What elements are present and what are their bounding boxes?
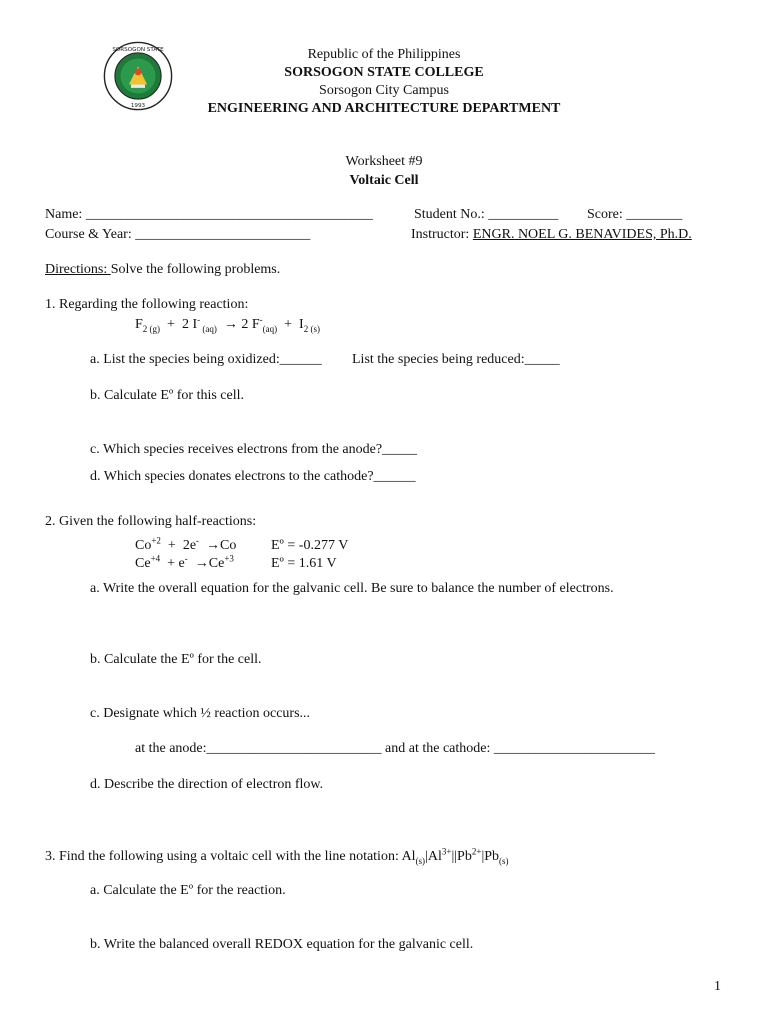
- q2-c: c. Designate which ½ reaction occurs...: [90, 706, 311, 721]
- q2-half-2-potential: Eº = 1.61 V: [271, 556, 337, 571]
- q1-c: c. Which species receives electrons from the anode?_____: [90, 442, 418, 457]
- q2-b: b. Calculate the Eº for the cell.: [90, 652, 262, 667]
- instructor-name: ENGR. NOEL G. BENAVIDES, Ph.D.: [472, 227, 692, 242]
- name-label: Name:: [45, 207, 83, 222]
- q2-half-reaction-1: $Co^{+2} + 2e^- \to Co$: [135, 535, 237, 553]
- score-field[interactable]: [587, 208, 682, 222]
- name-blank: _________________________________________: [85, 207, 373, 222]
- q2-half-1-potential: Eº = -0.277 V: [271, 538, 349, 553]
- q1-a-reduced: List the species being reduced:_____: [352, 352, 560, 367]
- q3-stem-text: 3. Find the following using a voltaic cell with the line notation:: [45, 849, 402, 864]
- student-no-label: Student No.:: [414, 207, 485, 222]
- q2-half-reaction-2: $Ce^{+4} + e^- \to Ce^{+3}$: [135, 553, 234, 571]
- republic-text: Republic of the Philippines: [307, 47, 461, 62]
- student-no-field[interactable]: [414, 208, 558, 222]
- q1-reaction-equation: $F_{2 (g)} + 2$ I- $_{(aq)}$ → 2 $F^-_{(aq)} + I_{2 (s)}$: [135, 314, 320, 334]
- course-label: Course & Year:: [45, 227, 132, 242]
- q1-b: b. Calculate Eº for this cell.: [90, 388, 245, 403]
- instructor-line: [411, 228, 692, 242]
- student-no-blank: __________: [488, 207, 559, 222]
- q1-a-oxidized: a. List the species being oxidized:______: [90, 352, 322, 367]
- q1-d: d. Which species donates electrons to the cathode?______: [90, 469, 416, 484]
- department-name: ENGINEERING AND ARCHITECTURE DEPARTMENT: [207, 101, 561, 116]
- q3-a: a. Calculate the Eº for the reaction.: [90, 883, 286, 898]
- directions-label: Directions:: [45, 262, 111, 277]
- worksheet-title: Voltaic Cell: [349, 173, 419, 188]
- q1-stem: 1. Regarding the following reaction:: [45, 297, 249, 312]
- instructor-label: Instructor:: [411, 227, 470, 242]
- score-blank: ________: [626, 207, 683, 222]
- q3-stem: [45, 846, 509, 866]
- worksheet-number: Worksheet #9: [345, 154, 423, 169]
- q3-line-notation: $Al_{(s)}|Al^{3+}||Pb^{2+}|Pb_{(s)}$: [401, 846, 509, 866]
- q3-b: b. Write the balanced overall REDOX equation for the galvanic cell.: [90, 937, 474, 952]
- course-blank: _________________________: [135, 227, 311, 242]
- name-field[interactable]: [45, 208, 373, 222]
- q2-stem: 2. Given the following half-reactions:: [45, 514, 257, 529]
- directions-text: Solve the following problems.: [110, 262, 281, 277]
- college-name: SORSOGON STATE COLLEGE: [284, 65, 484, 80]
- campus-name: Sorsogon City Campus: [319, 83, 449, 98]
- directions: [45, 263, 280, 277]
- svg-text:1993: 1993: [130, 102, 146, 109]
- q2-d: d. Describe the direction of electron flow.: [90, 777, 324, 792]
- page-number: 1: [714, 979, 721, 994]
- q2-anode-cathode: at the anode:_________________________ and at the cathode: _______________________: [135, 741, 655, 756]
- score-label: Score:: [587, 207, 623, 222]
- q2-a: a. Write the overall equation for the galvanic cell. Be sure to balance the number of electrons.: [90, 581, 614, 596]
- svg-text:SORSOGON STATE: SORSOGON STATE: [112, 46, 164, 53]
- course-field[interactable]: [45, 228, 310, 242]
